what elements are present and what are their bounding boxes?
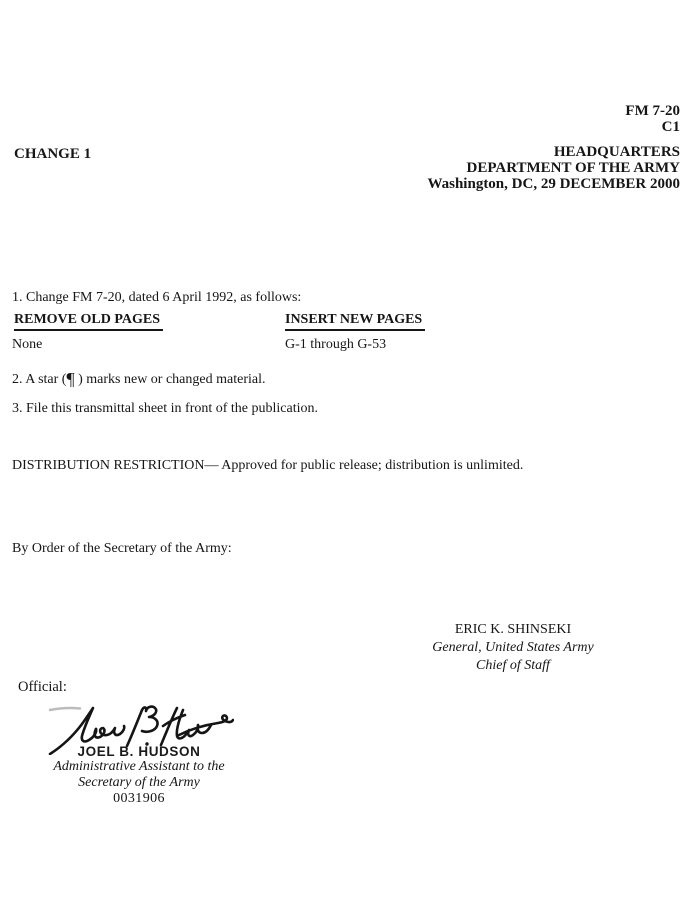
chief-title-2: Chief of Staff <box>476 658 550 673</box>
doc-number: FM 7-20 <box>625 103 680 119</box>
official-title-1: Administrative Assistant to the <box>53 759 225 774</box>
official-label: Official: <box>18 679 67 695</box>
headquarters-line: HEADQUARTERS <box>553 144 680 160</box>
official-signature-block <box>18 744 260 806</box>
instruction-2-suffix: ) marks new or changed material. <box>74 372 266 387</box>
official-printed-name: JOEL B. HUDSON <box>77 744 201 759</box>
instruction-1: 1. Change FM 7-20, dated 6 April 1992, as follows: <box>12 290 302 305</box>
place-date-line: Washington, DC, 29 DECEMBER 2000 <box>427 176 680 192</box>
change-label: CHANGE 1 <box>14 146 92 162</box>
distribution-restriction: DISTRIBUTION RESTRICTION— Approved for public release; distribution is unlimited. <box>12 458 524 473</box>
official-title-2: Secretary of the Army <box>78 774 200 790</box>
department-line: DEPARTMENT OF THE ARMY <box>466 160 680 176</box>
headquarters-block <box>427 144 680 192</box>
authentication-number: 0031906 <box>113 790 165 806</box>
by-order-line: By Order of the Secretary of the Army: <box>12 541 232 556</box>
insert-pages-value: G-1 through G-53 <box>285 337 387 352</box>
instruction-3: 3. File this transmittal sheet in front of the publication. <box>12 401 319 416</box>
insert-pages-header: INSERT NEW PAGES <box>285 312 425 331</box>
instruction-2-prefix: 2. A star ( <box>12 372 67 387</box>
chief-title-1: General, United States Army <box>432 640 594 655</box>
remove-pages-value: None <box>12 337 43 352</box>
chief-signature-block <box>380 621 646 675</box>
chief-name: ERIC K. SHINSEKI <box>454 622 572 637</box>
change-code: C1 <box>661 119 680 135</box>
star-symbol: ¶ <box>66 369 75 389</box>
remove-pages-header: REMOVE OLD PAGES <box>14 312 163 331</box>
doc-id-block <box>625 103 680 135</box>
instruction-2 <box>12 369 266 389</box>
